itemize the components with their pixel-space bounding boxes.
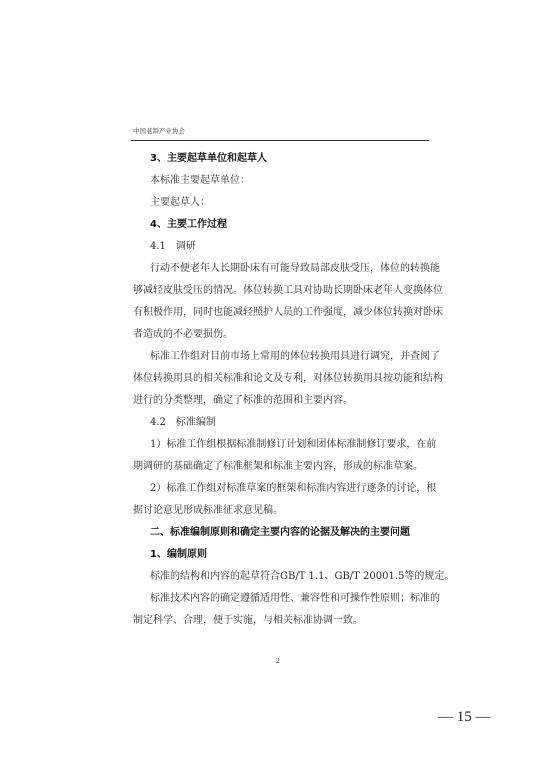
paragraph-line: 2）标准工作组对标准草案的框架和标准内容进行逐条的讨论，根 [150, 483, 437, 494]
subheading-drafting: 4.2 标准编制 [150, 417, 216, 428]
section-heading-drafters: 3、主要起草单位和起草人 [150, 153, 267, 164]
paragraph-line: 体位转换用具的相关标准和论文及专利，对体位转换用具按功能和结构 [133, 373, 443, 384]
paragraph-line: 进行的分类整理，确定了标准的范围和主要内容。 [133, 395, 353, 406]
inner-page-number: 2 [276, 658, 280, 665]
drafter-line: 主要起草人： [150, 197, 210, 208]
drafting-unit-line: 本标准主要起草单位： [150, 175, 250, 186]
paragraph-line: 标准的结构和内容的起草符合GB/T 1.1、GB/T 20001.5等的规定。 [150, 571, 455, 582]
section-heading-process: 4、主要工作过程 [150, 219, 227, 230]
header-rule [131, 140, 429, 141]
section-heading-principles: 1、编制原则 [150, 549, 207, 560]
paragraph-line: 制定科学、合理，便于实施，与相关标准协调一致。 [133, 615, 363, 626]
paragraph-line: 1）标准工作组根据标准制修订计划和团体标准制修订要求，在前 [150, 439, 437, 450]
paragraph-line: 够减轻皮肤受压的情况。体位转换工具对协助长期卧床老年人变换体位 [133, 285, 443, 296]
footer-page-number: — 15 — [438, 709, 491, 725]
organization-header: 中国老龄产业协会 [133, 127, 185, 135]
paragraph-line: 标准技术内容的确定遵循适用性、兼容性和可操作性原则；标准的 [150, 593, 440, 604]
chapter-heading-principles: 二、标准编制原则和确定主要内容的论据及解决的主要问题 [150, 527, 410, 538]
paragraph-line: 标准工作组对目前市场上常用的体位转换用具进行调究，并查阅了 [150, 351, 440, 362]
paragraph-line: 有积极作用，同时也能减轻照护人员的工作强度，减少体位转换对卧床 [133, 307, 443, 318]
paragraph-line: 者造成的不必要损伤。 [133, 329, 233, 340]
paragraph-line: 行动不便老年人长期卧床有可能导致局部皮肤受压，体位的转换能 [150, 263, 440, 274]
subheading-research: 4.1 调研 [150, 241, 196, 252]
paragraph-line: 据讨论意见形成标准征求意见稿。 [133, 505, 283, 516]
paragraph-line: 期调研的基础确定了标准框架和标准主要内容，形成的标准草案。 [133, 461, 423, 472]
